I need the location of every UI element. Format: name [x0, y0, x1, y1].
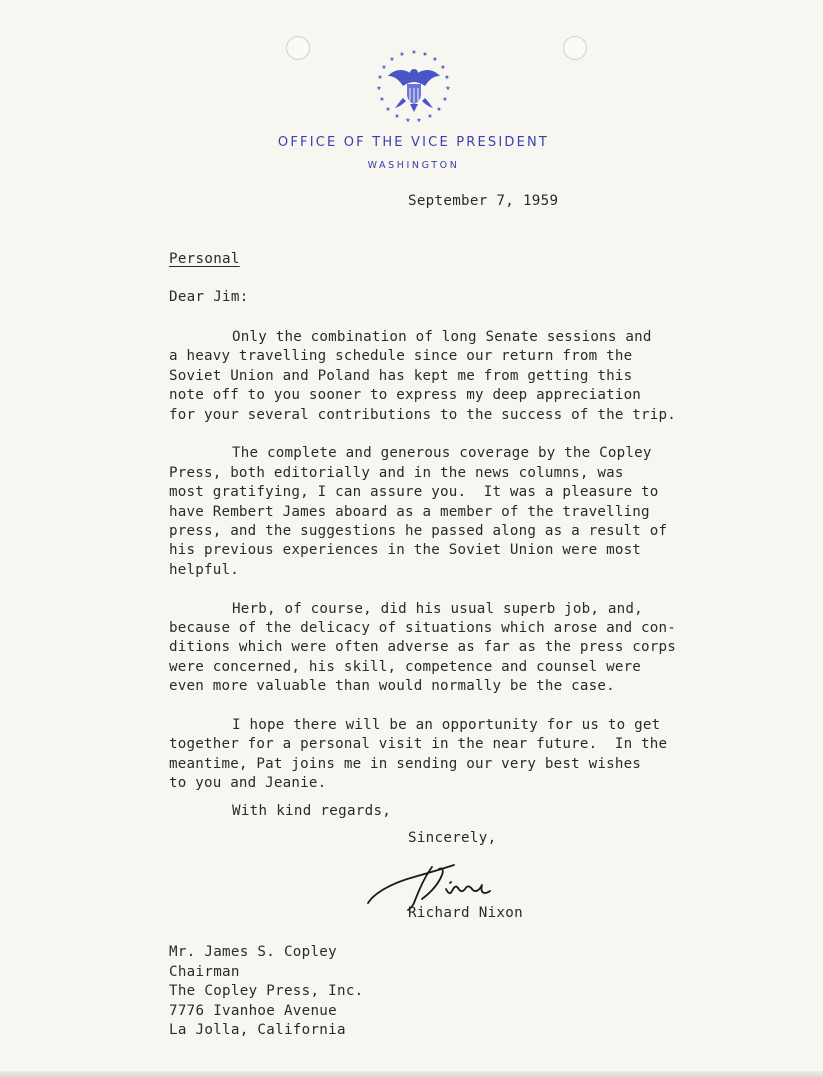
letterhead-city: WASHINGTON: [367, 160, 460, 171]
body-line: I hope there will be an opportunity for us to get: [232, 717, 661, 734]
body-line: helpful.: [169, 561, 239, 578]
vice-president-seal-icon: [373, 46, 455, 128]
svg-text:★: ★: [427, 113, 433, 120]
body-line: because of the delicacy of situations which arose and con-: [169, 620, 677, 637]
body-line: meantime, Pat joins me in sending our very best wishes: [169, 755, 642, 772]
letter-date: September 7, 1959: [408, 193, 559, 209]
paragraph: [169, 600, 676, 697]
svg-text:★: ★: [377, 74, 383, 81]
address-line: Chairman: [169, 963, 240, 980]
svg-text:★: ★: [399, 51, 405, 58]
svg-text:★: ★: [445, 85, 451, 92]
svg-text:★: ★: [444, 74, 450, 81]
salutation: Dear Jim:: [169, 289, 249, 305]
svg-text:★: ★: [422, 51, 428, 58]
closing: Sincerely,: [408, 830, 497, 846]
address-line: La Jolla, California: [169, 1022, 346, 1038]
body-line: Herb, of course, did his usual superb job, and,: [232, 600, 643, 617]
body-line: were concerned, his skill, competence and counsel were: [169, 658, 642, 675]
body-line: for your several contributions to the success of the trip.: [169, 406, 677, 423]
svg-text:★: ★: [432, 56, 438, 63]
closing-regards: With kind regards,: [232, 803, 392, 819]
svg-text:★: ★: [376, 85, 382, 92]
address-line: The Copley Press, Inc.: [169, 983, 364, 999]
svg-text:★: ★: [436, 106, 442, 113]
svg-text:★: ★: [411, 49, 417, 56]
body-line: note off to you sooner to express my deep appreciation: [169, 387, 642, 404]
body-line: The complete and generous coverage by the Copley: [232, 445, 652, 462]
svg-text:★: ★: [442, 96, 448, 103]
address-line: Mr. James S. Copley: [169, 944, 337, 960]
svg-text:★: ★: [416, 117, 422, 124]
body-line: a heavy travelling schedule since our return from the: [169, 348, 633, 365]
svg-text:★: ★: [440, 64, 446, 71]
svg-text:★: ★: [394, 113, 400, 120]
letterhead-office-title: OFFICE OF THE VICE PRESIDENT: [277, 135, 550, 150]
body-line: his previous experiences in the Soviet Union were most: [169, 542, 642, 559]
body-line: Soviet Union and Poland has kept me from getting this: [169, 367, 633, 384]
body-line: press, and the suggestions he passed along as a result of: [169, 523, 668, 540]
paragraph: [169, 444, 676, 580]
letter-body: [169, 328, 676, 813]
punch-hole-right: [563, 36, 587, 60]
address-line: 7776 Ivanhoe Avenue: [169, 1002, 337, 1019]
svg-text:★: ★: [381, 64, 387, 71]
paragraph: [169, 716, 676, 794]
body-line: Only the combination of long Senate sessions and: [232, 329, 652, 345]
svg-text:★: ★: [405, 117, 411, 124]
punch-hole-left: [286, 36, 310, 60]
body-line: ditions which were often adverse as far as the press corps: [169, 639, 677, 656]
personal-marking: Personal: [169, 251, 240, 267]
svg-text:★: ★: [389, 56, 395, 63]
paragraph: [169, 328, 676, 425]
recipient-address: [169, 943, 364, 1041]
body-line: have Rembert James aboard as a member of the travelling: [169, 503, 650, 520]
body-line: to you and Jeanie.: [169, 775, 327, 792]
svg-text:★: ★: [379, 96, 385, 103]
page-bottom-edge: [0, 1071, 823, 1077]
svg-text:★: ★: [385, 106, 391, 113]
body-line: Press, both editorially and in the news columns, was: [169, 464, 624, 481]
signer-name: Richard Nixon: [408, 905, 523, 921]
body-line: together for a personal visit in the near future. In the: [169, 736, 668, 753]
body-line: most gratifying, I can assure you. It was a pleasure to: [169, 484, 659, 501]
body-line: even more valuable than would normally be the case.: [169, 678, 615, 695]
